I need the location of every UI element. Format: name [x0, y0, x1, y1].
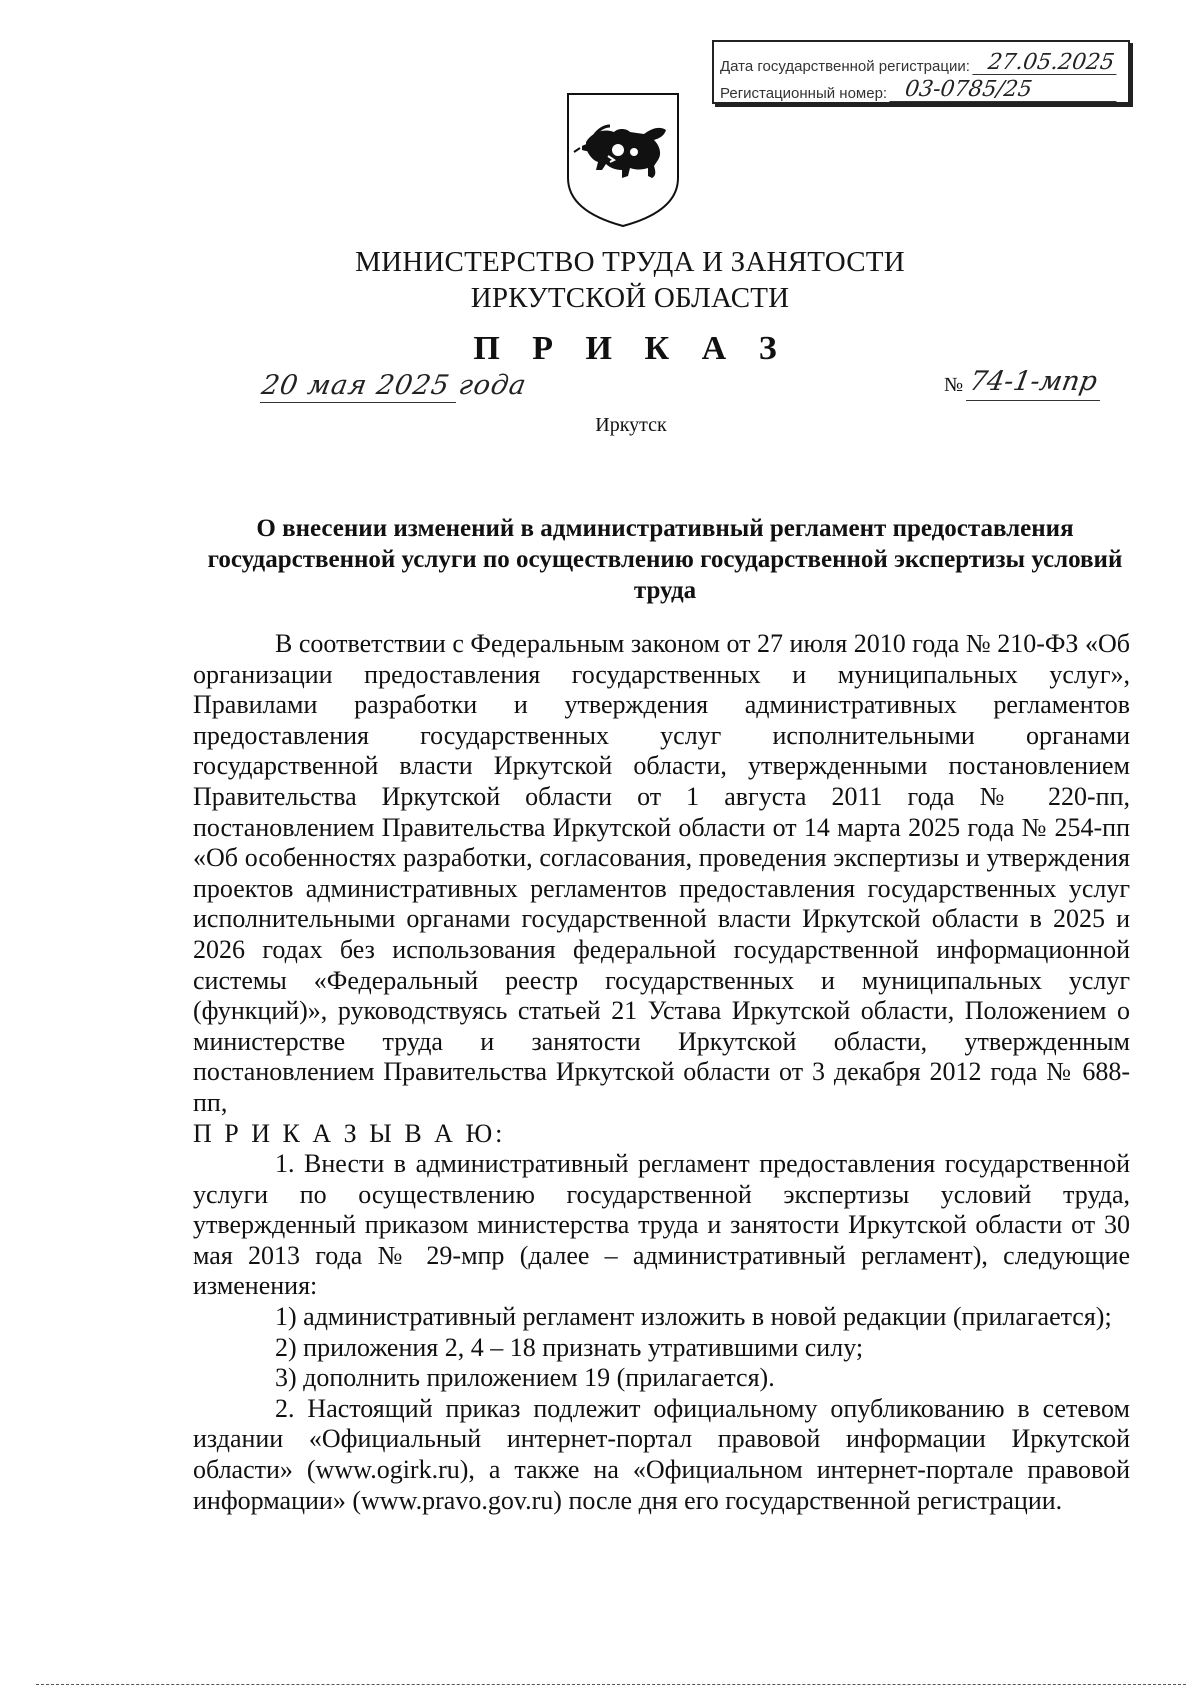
item-1-1-paragraph: 1) административный регламент изложить в новой редакции (прилагается);	[275, 1302, 1112, 1332]
registration-number-row	[720, 75, 1118, 102]
ministry-name-line-2: ИРКУТСКОЙ ОБЛАСТИ	[470, 282, 790, 314]
document-type-heading: П Р И К А З	[473, 330, 789, 367]
item-1-2-paragraph: 2) приложения 2, 4 – 18 признать утратившими силу;	[275, 1332, 864, 1362]
irkutsk-coat-of-arms-icon	[564, 90, 684, 230]
item-1-paragraph: 1. Внести в административный регламент предоставления государственной услуги по осуществлению государственной экспертизы условий труда, утвержденный приказом министерства труда и занятости Иркутской области от 30 мая 2013 года № 29-мпр (далее – административный регламент), следующие изменения:	[193, 1149, 1130, 1301]
registration-date-label: Дата государственной регистрации:	[720, 58, 970, 75]
registration-stamp	[712, 40, 1130, 104]
preamble-paragraph: В соответствии с Федеральным законом от 27 июля 2010 года № 210-ФЗ «Об организации предоставления государственных и муниципальных услуг», Правилами разработки и утверждения административных регламентов предоставления государственных услуг исполнительными органами государственной власти Иркутской области, утвержденными постановлением Правительства Иркутской области от 1 августа 2011 года № 220-пп, постановлением Правительства Иркутской области от 14 марта 2025 года № 254-пп «Об особенностях разработки, согласования, проведения экспертизы и утверждения проектов административных регламентов предоставления государственных услуг исполнительными органами государственной власти Иркутской области в 2025 и 2026 годах без использования федеральной государственной информационной системы «Федеральный реестр государственных и муниципальных услуг (функций)», руководствуясь статьей 21 Устава Иркутской области, Положением о министерстве труда и занятости Иркутской области, утвержденным постановлением Правительства Иркутской области от 3 декабря 2012 года № 688-пп,	[193, 629, 1130, 1117]
item-2-paragraph: 2. Настоящий приказ подлежит официальному опубликованию в сетевом издании «Официальный интернет-портал правовой информации Иркутской области» (www.ogirk.ru), а также на «Официальном интернет-портале правовой информации» (www.pravo.gov.ru) после дня его государственной регистрации.	[193, 1393, 1130, 1515]
page-bottom-rule	[36, 1684, 1186, 1685]
city-name: Иркутск	[595, 414, 667, 436]
order-number-underline	[966, 400, 1100, 401]
registration-date-value: 27.05.2025	[972, 52, 1119, 75]
item-1-3-paragraph: 3) дополнить приложением 19 (прилагается).	[275, 1363, 775, 1393]
document-title: О внесении изменений в административный регламент предоставления государственной услуги по осуществлению государственной экспертизы условий труда	[207, 515, 1123, 604]
registration-number-label: Регистационный номер:	[720, 85, 888, 102]
registration-number-value: 03-0785/25	[889, 79, 1119, 102]
order-number-sign: №	[944, 374, 964, 396]
registration-date-row	[720, 48, 1118, 75]
ministry-name-line-1: МИНИСТЕРСТВО ТРУДА И ЗАНЯТОСТИ	[355, 246, 905, 278]
order-date: 20 мая 2025 года	[259, 370, 530, 401]
order-word: П Р И К А З Ы В А Ю:	[193, 1118, 506, 1148]
order-date-underline	[260, 402, 456, 403]
document-body	[193, 629, 1130, 1516]
order-number: 74-1-мпр	[967, 366, 1100, 397]
